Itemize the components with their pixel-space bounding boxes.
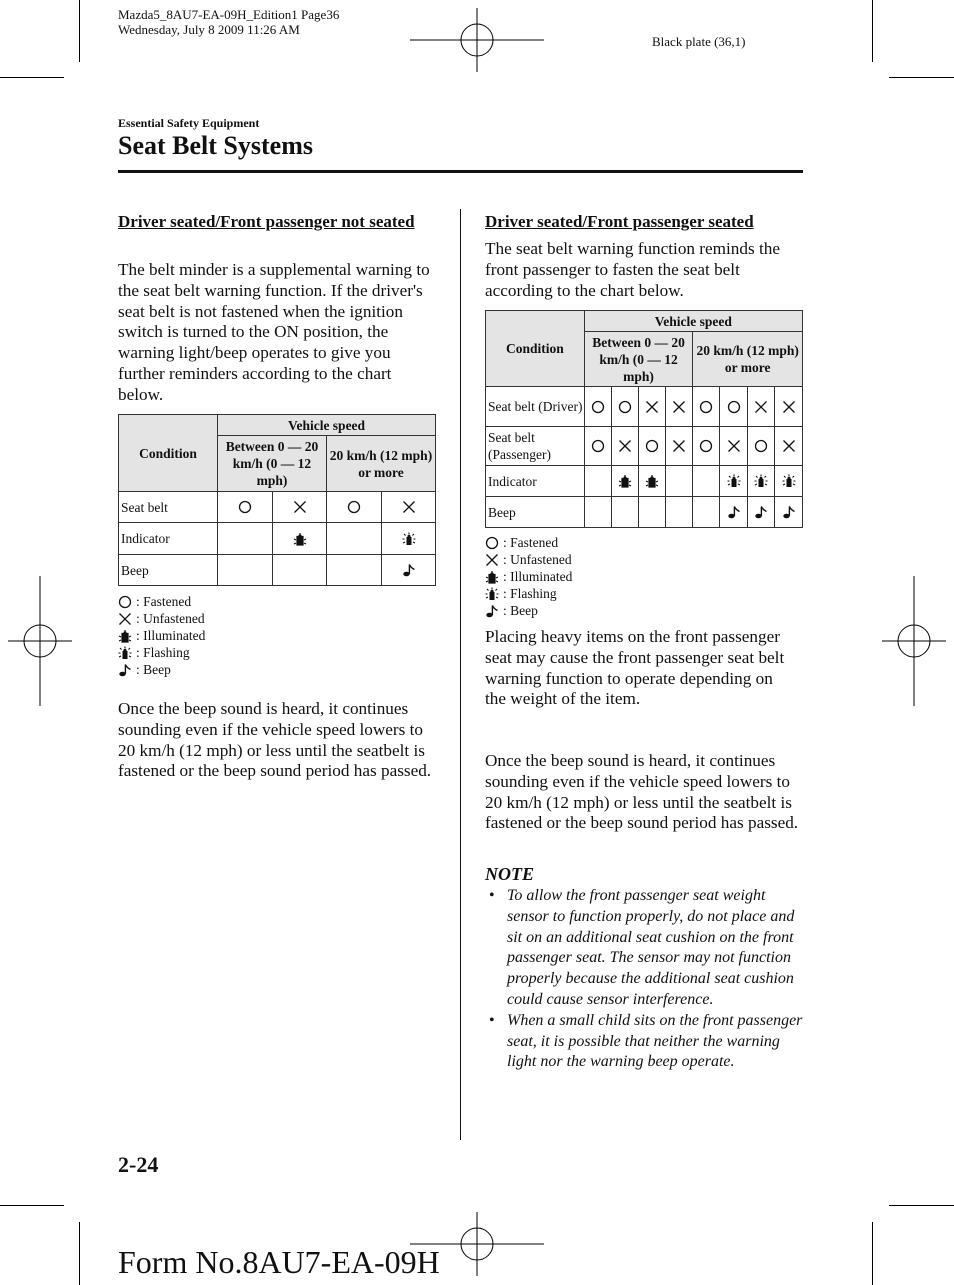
legend-flashing: : Flashing (136, 645, 190, 660)
flashing-icon (727, 474, 741, 488)
fastened-icon (591, 439, 605, 453)
indicator-label: Indicator (486, 466, 585, 497)
left-intro: The belt minder is a supplemental warning to the seat belt warning function. If the driver's seat belt is not fastened when the ignition switch is turned to the ON position, the warning light/beep operates to give you further reminders according to the chart below. (118, 260, 430, 404)
note-item: • When a small child sits on the front passenger seat, it is possible that neither the warning light nor the warning beep operate. (489, 1011, 803, 1071)
crop-mark (0, 77, 64, 78)
legend-unfastened: : Unfastened (503, 552, 572, 567)
left-chart-table (118, 414, 436, 586)
beep-icon (485, 604, 499, 618)
legend-illuminated: : Illuminated (503, 569, 573, 584)
unfastened-icon (782, 439, 796, 453)
note-text: To allow the front passenger seat weight sensor to function properly, do not place and sit on an additional seat cushion on the front passenger seat. The sensor may not function properly because the additional seat cushion could cause sensor interference. (507, 887, 795, 1008)
beep-icon (754, 505, 768, 519)
illuminated-icon (293, 532, 307, 546)
fastened-icon (699, 400, 713, 414)
registration-mark-top (410, 8, 544, 72)
unfastened-icon (618, 439, 632, 453)
unfastened-icon (754, 400, 768, 414)
right-heavy-text: Placing heavy items on the front passenger seat may cause the front passenger seat belt warning function to operate depending on the weight of the item. (485, 627, 785, 709)
right-after-text: Once the beep sound is heard, it continues sounding even if the vehicle speed lowers to 20 km/h (12 mph) or less until the seatbelt is fastened or the beep sound period has passed. (485, 751, 799, 833)
beep-label: Beep (119, 555, 218, 586)
illuminated-icon (118, 629, 132, 643)
beep-label: Beep (486, 497, 585, 528)
fastened-icon (727, 400, 741, 414)
fastened-icon (645, 439, 659, 453)
note-text: When a small child sits on the front passenger seat, it is possible that neither the warning light nor the warning beep operate. (507, 1011, 803, 1071)
unfastened-icon (645, 400, 659, 414)
flashing-icon (402, 532, 416, 546)
fastened-icon (485, 536, 499, 550)
seat-belt-driver-label: Seat belt (Driver) (486, 387, 585, 427)
high-speed-header: 20 km/h (12 mph) or more (693, 332, 803, 387)
flashing-icon (485, 587, 499, 601)
flashing-icon (754, 474, 768, 488)
page-number: 2-24 (118, 1152, 159, 1177)
fastened-icon (591, 400, 605, 414)
beep-icon (727, 505, 741, 519)
section-label: Essential Safety Equipment (118, 116, 260, 130)
crop-mark (889, 1205, 954, 1206)
page-title: Seat Belt Systems (118, 131, 313, 160)
low-speed-header: Between 0 — 20 km/h (0 — 12 mph) (218, 436, 327, 492)
illuminated-icon (618, 474, 632, 488)
flashing-icon (118, 646, 132, 660)
beep-icon (118, 663, 132, 677)
legend-beep: : Beep (136, 662, 171, 677)
unfastened-icon (727, 439, 741, 453)
fastened-icon (118, 595, 132, 609)
unfastened-icon (118, 612, 132, 626)
seat-belt-passenger-label: Seat belt (Passenger) (486, 427, 585, 466)
indicator-label: Indicator (119, 523, 218, 555)
right-intro: The seat belt warning function reminds the front passenger to fasten the seat belt according to the chart below. (485, 239, 780, 300)
fastened-icon (754, 439, 768, 453)
left-subhead: Driver seated/Front passenger not seated (118, 212, 415, 231)
legend-unfastened: : Unfastened (136, 611, 205, 626)
registration-mark-right (882, 576, 946, 706)
unfastened-icon (485, 553, 499, 567)
unfastened-icon (672, 439, 686, 453)
crop-mark (79, 0, 80, 62)
unfastened-icon (293, 500, 307, 514)
form-number: Form No.8AU7-EA-09H (118, 1244, 440, 1280)
fastened-icon (238, 500, 252, 514)
note-item: • To allow the front passenger seat weight sensor to function properly, do not place and sit on an additional seat cushion on the front passenger seat. The sensor may not function properly because the additional seat cushion could cause sensor interference. (489, 887, 795, 1008)
right-subhead: Driver seated/Front passenger seated (485, 212, 754, 231)
vehicle-speed-header: Vehicle speed (218, 415, 436, 436)
legend-fastened: : Fastened (503, 535, 559, 550)
column-divider (460, 209, 461, 1140)
legend-fastened: : Fastened (136, 594, 192, 609)
file-info (118, 7, 339, 37)
condition-header: Condition (119, 415, 218, 492)
legend-beep: : Beep (503, 603, 538, 618)
seat-belt-label: Seat belt (119, 492, 218, 523)
flashing-icon (782, 474, 796, 488)
beep-icon (402, 563, 416, 577)
fastened-icon (618, 400, 632, 414)
left-after-text: Once the beep sound is heard, it continues sounding even if the vehicle speed lowers to 20 km/h (12 mph) or less until the seatbelt is fastened or the beep sound period has passed. (118, 699, 432, 781)
fastened-icon (347, 500, 361, 514)
illuminated-icon (645, 474, 659, 488)
plate-label: Black plate (36,1) (652, 34, 746, 49)
unfastened-icon (782, 400, 796, 414)
right-legend (485, 534, 572, 619)
unfastened-icon (672, 400, 686, 414)
high-speed-header: 20 km/h (12 mph) or more (327, 436, 436, 492)
title-rule (118, 170, 803, 173)
condition-header: Condition (486, 311, 585, 387)
beep-icon (782, 505, 796, 519)
legend-flashing: : Flashing (503, 586, 557, 601)
low-speed-header: Between 0 — 20 km/h (0 — 12 mph) (584, 332, 693, 387)
vehicle-speed-header: Vehicle speed (584, 311, 802, 332)
crop-mark (79, 1222, 80, 1285)
file-line: Mazda5_8AU7-EA-09H_Edition1 Page36 (118, 7, 340, 22)
fastened-icon (699, 439, 713, 453)
crop-mark (872, 1222, 873, 1285)
unfastened-icon (402, 500, 416, 514)
registration-mark-left (8, 576, 72, 706)
illuminated-icon (485, 570, 499, 584)
note-list (485, 886, 803, 1073)
legend-illuminated: : Illuminated (136, 628, 206, 643)
left-legend (118, 593, 205, 678)
right-chart-table (485, 310, 803, 528)
crop-mark (889, 77, 954, 78)
note-title: NOTE (485, 864, 534, 884)
date-line: Wednesday, July 8 2009 11:26 AM (118, 22, 300, 37)
crop-mark (0, 1205, 64, 1206)
crop-mark (872, 0, 873, 62)
